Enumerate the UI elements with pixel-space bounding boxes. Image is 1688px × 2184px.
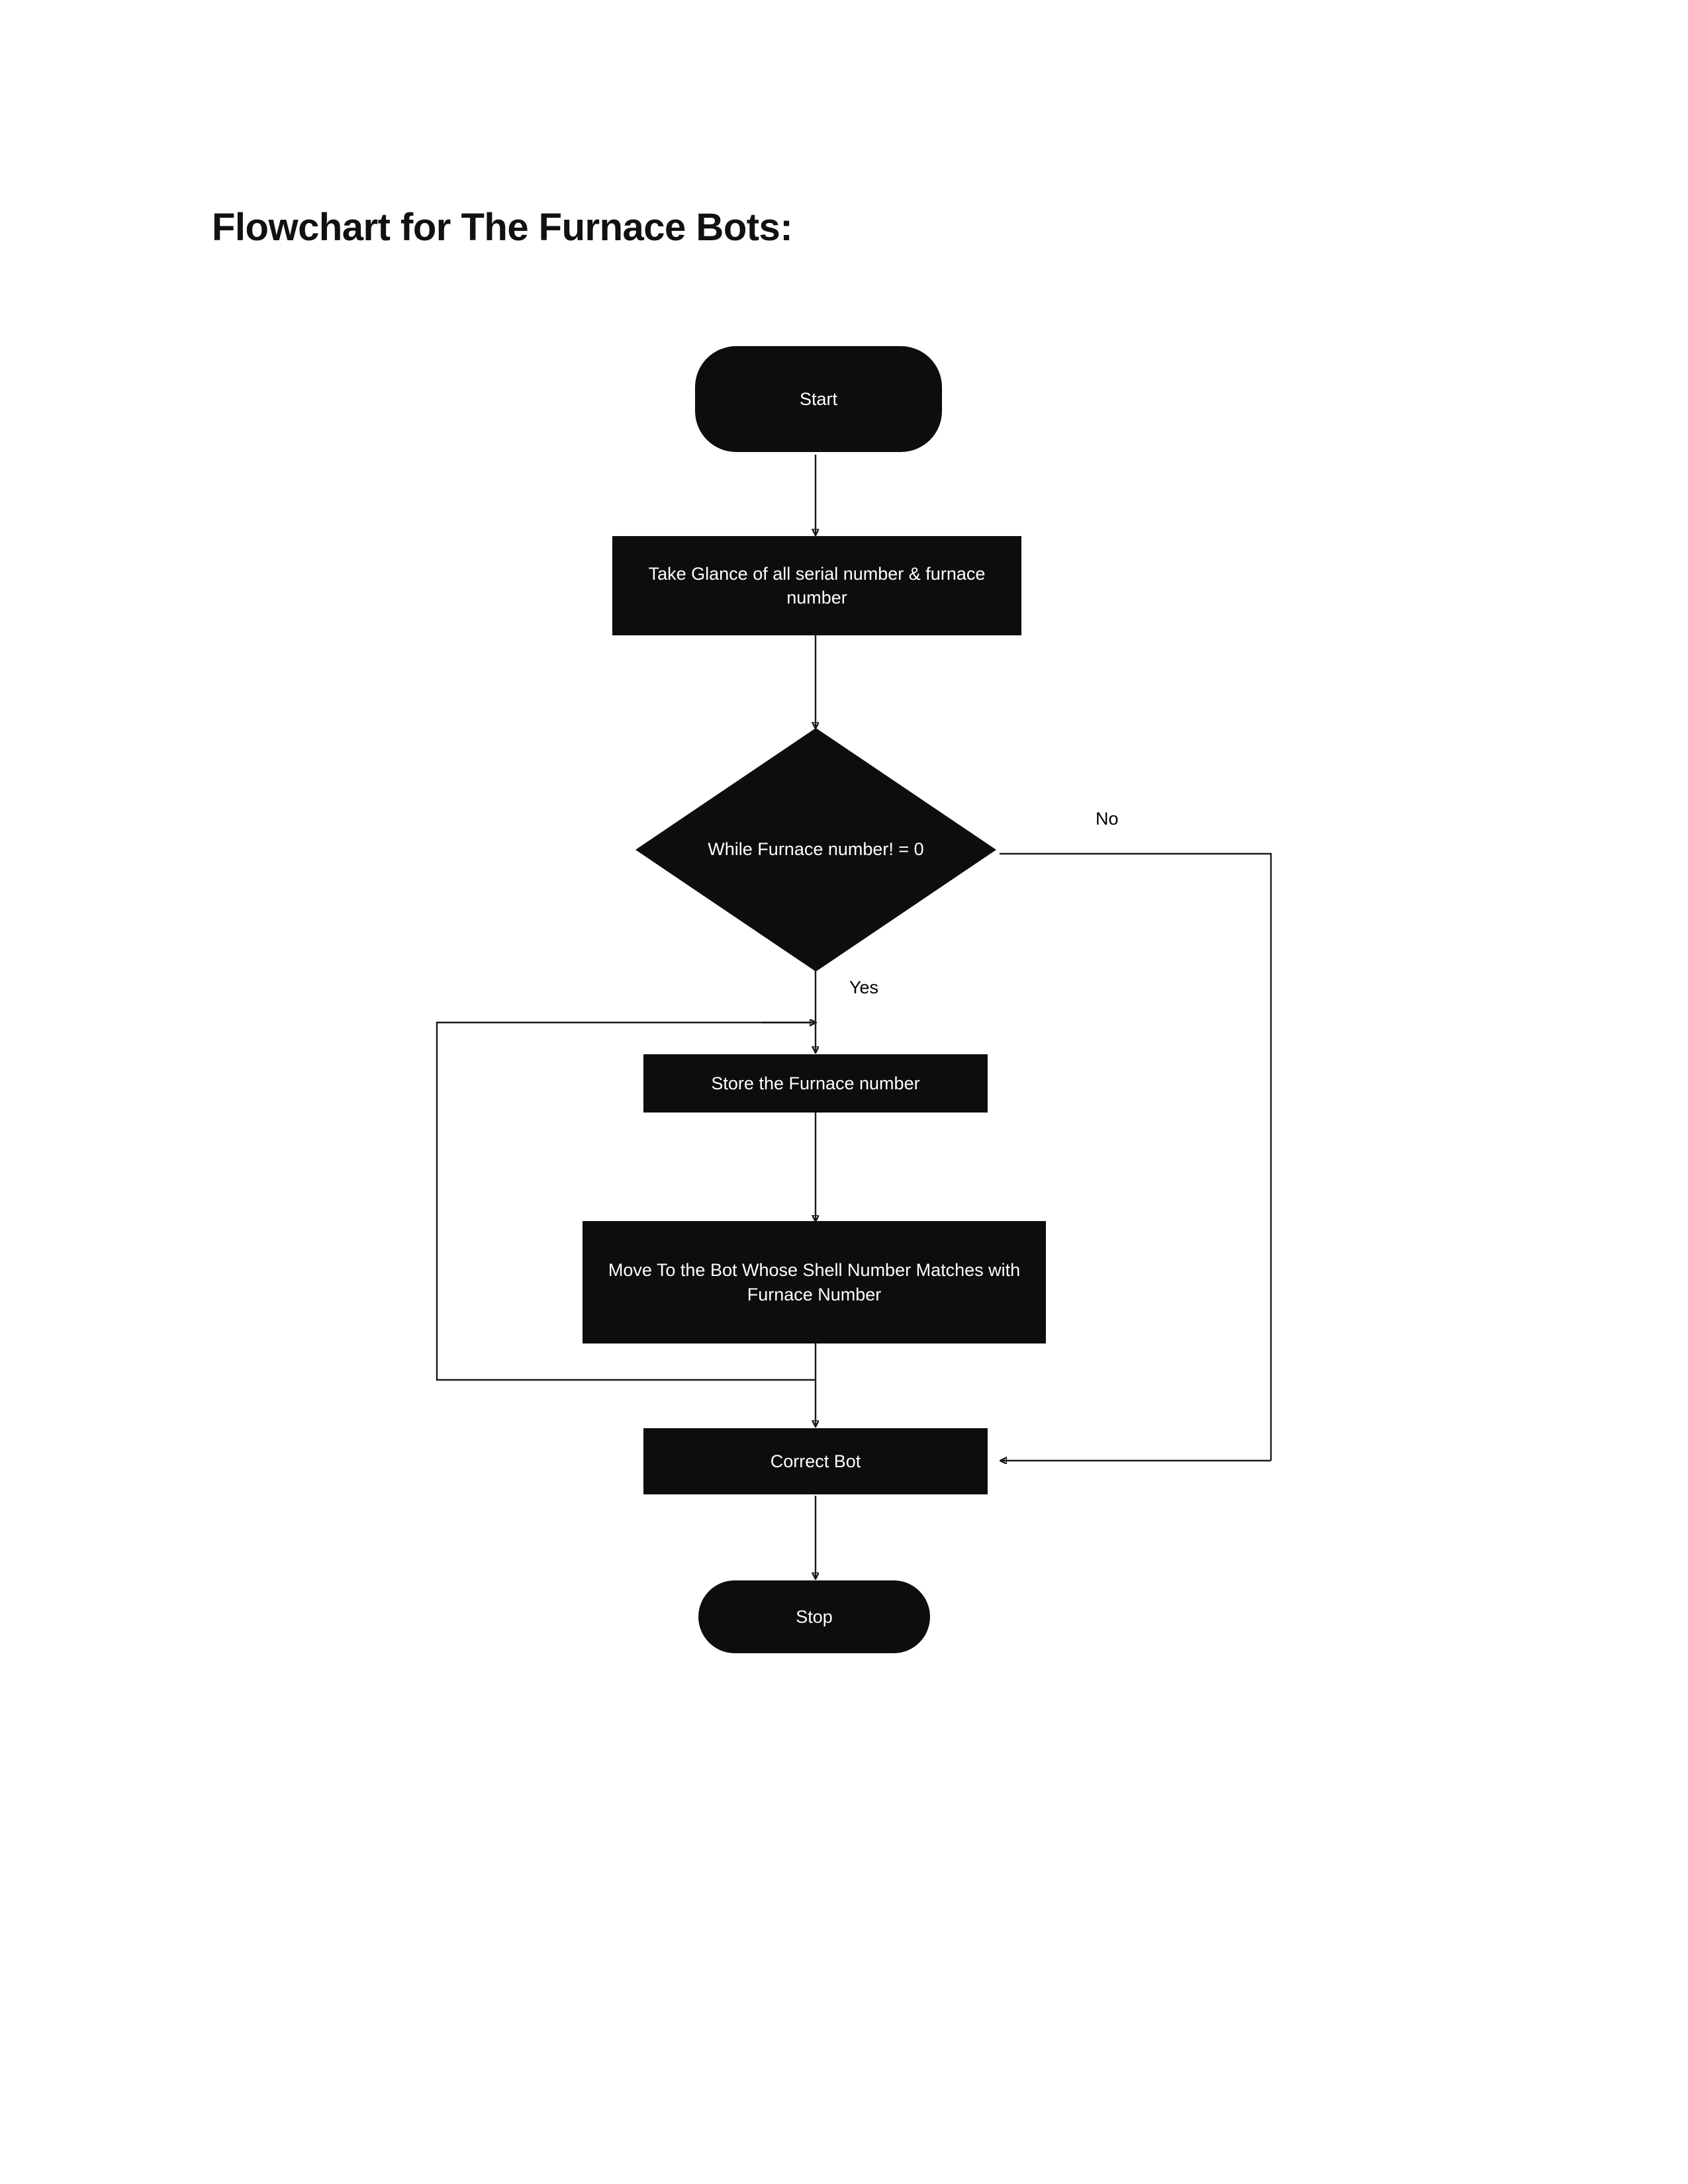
node-move-to-bot-label: Move To the Bot Whose Shell Number Matches with Furnace Number [608, 1260, 1021, 1304]
node-while-check-label: While Furnace number! = 0 [708, 839, 924, 860]
node-store-furnace-label: Store the Furnace number [711, 1073, 920, 1093]
node-store-furnace [643, 1054, 988, 1113]
edge-label-no: No [1096, 809, 1119, 829]
node-move-to-bot [583, 1221, 1046, 1343]
node-start [695, 346, 942, 452]
node-while-check [635, 728, 996, 972]
node-stop [698, 1580, 930, 1653]
node-stop-label: Stop [796, 1606, 833, 1627]
node-take-glance-label: Take Glance of all serial number & furnace number [648, 563, 986, 608]
edge-label-yes: Yes [849, 978, 879, 997]
node-take-glance [612, 536, 1021, 635]
node-correct-bot-label: Correct Bot [770, 1451, 861, 1471]
node-start-label: Start [799, 388, 838, 409]
node-correct-bot [643, 1428, 988, 1494]
page-title: Flowchart for The Furnace Bots: [212, 206, 793, 249]
